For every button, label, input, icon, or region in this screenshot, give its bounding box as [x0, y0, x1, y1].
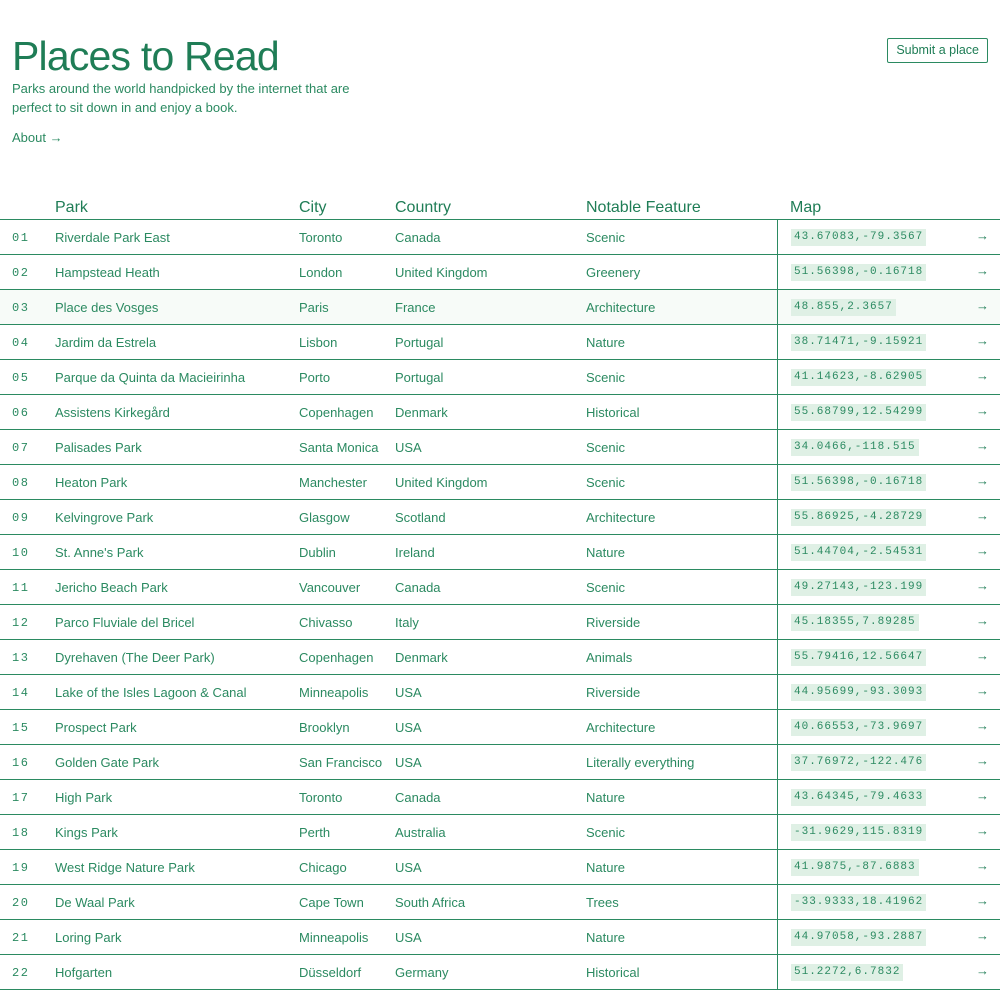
city-name: Perth: [299, 825, 331, 840]
open-map-arrow-icon[interactable]: →: [976, 963, 989, 978]
column-header-notable-feature[interactable]: Notable Feature: [586, 199, 701, 216]
park-name: Kings Park: [55, 825, 118, 840]
table-row[interactable]: [0, 395, 1000, 430]
open-map-arrow-icon[interactable]: →: [976, 403, 989, 418]
map-cell[interactable]: [777, 500, 1000, 534]
city-name: Copenhagen: [299, 650, 374, 665]
country-name: France: [395, 300, 436, 315]
map-cell[interactable]: [777, 220, 1000, 254]
map-cell[interactable]: [777, 325, 1000, 359]
row-number: 14: [12, 686, 30, 700]
country-name: Denmark: [395, 650, 448, 665]
park-name: Golden Gate Park: [55, 755, 160, 770]
row-number: 11: [12, 581, 30, 595]
city-name: Toronto: [299, 790, 343, 805]
coordinates-tag: 41.9875,-87.6883: [791, 859, 919, 876]
table-row[interactable]: [0, 535, 1000, 570]
table-row[interactable]: [0, 920, 1000, 955]
row-number: 18: [12, 826, 30, 840]
submit-place-button[interactable]: Submit a place: [887, 38, 988, 63]
open-map-arrow-icon[interactable]: →: [976, 578, 989, 593]
table-row[interactable]: [0, 675, 1000, 710]
map-cell[interactable]: [777, 780, 1000, 814]
country-name: United Kingdom: [395, 475, 488, 490]
page-title: Places to Read: [12, 33, 279, 79]
map-cell[interactable]: [777, 920, 1000, 954]
country-name: USA: [395, 755, 422, 770]
notable-feature: Nature: [586, 790, 626, 805]
table-row[interactable]: [0, 430, 1000, 465]
coordinates-tag: 43.64345,-79.4633: [791, 789, 926, 806]
park-name: Lake of the Isles Lagoon & Canal: [55, 685, 247, 700]
about-link[interactable]: About →: [12, 130, 63, 145]
open-map-arrow-icon[interactable]: →: [976, 613, 989, 628]
table-row[interactable]: [0, 500, 1000, 535]
map-cell[interactable]: [777, 885, 1000, 919]
page-header: [12, 34, 372, 147]
notable-feature: Nature: [586, 545, 626, 560]
row-number: 20: [12, 896, 30, 910]
park-name: De Waal Park: [55, 895, 135, 910]
parks-table: [0, 196, 1000, 990]
page-subtitle: Parks around the world handpicked by the internet that are perfect to sit down in and enjoy a book.: [12, 81, 350, 115]
open-map-arrow-icon[interactable]: →: [976, 753, 989, 768]
coordinates-tag: 38.71471,-9.15921: [791, 334, 926, 351]
city-name: Dublin: [299, 545, 336, 560]
notable-feature: Animals: [586, 650, 633, 665]
park-name: Place des Vosges: [55, 300, 159, 315]
coordinates-tag: 48.855,2.3657: [791, 299, 896, 316]
park-name: Parque da Quinta da Macieirinha: [55, 370, 246, 385]
park-name: Heaton Park: [55, 475, 128, 490]
map-cell[interactable]: [777, 605, 1000, 639]
city-name: Chicago: [299, 860, 347, 875]
park-name: Hampstead Heath: [55, 265, 160, 280]
open-map-arrow-icon[interactable]: →: [976, 298, 989, 313]
country-name: Scotland: [395, 510, 446, 525]
table-row[interactable]: [0, 465, 1000, 500]
table-row[interactable]: [0, 220, 1000, 255]
column-header-city[interactable]: City: [299, 199, 327, 216]
open-map-arrow-icon[interactable]: →: [976, 438, 989, 453]
notable-feature: Scenic: [586, 370, 626, 385]
park-name: Jericho Beach Park: [55, 580, 168, 595]
row-number: 19: [12, 861, 30, 875]
table-row[interactable]: [0, 745, 1000, 780]
city-name: Glasgow: [299, 510, 350, 525]
notable-feature: Scenic: [586, 230, 626, 245]
notable-feature: Scenic: [586, 825, 626, 840]
row-number: 10: [12, 546, 30, 560]
row-number: 04: [12, 336, 30, 350]
table-row[interactable]: [0, 955, 1000, 990]
table-row[interactable]: [0, 780, 1000, 815]
park-name: Loring Park: [55, 930, 122, 945]
row-number: 08: [12, 476, 30, 490]
table-row[interactable]: [0, 255, 1000, 290]
row-number: 05: [12, 371, 30, 385]
city-name: Düsseldorf: [299, 965, 362, 980]
country-name: Portugal: [395, 335, 444, 350]
map-cell[interactable]: [777, 360, 1000, 394]
city-name: San Francisco: [299, 755, 383, 770]
table-row[interactable]: [0, 605, 1000, 640]
row-number: 02: [12, 266, 30, 280]
coordinates-tag: 51.56398,-0.16718: [791, 474, 926, 491]
park-name: High Park: [55, 790, 113, 805]
city-name: Minneapolis: [299, 685, 369, 700]
coordinates-tag: 55.79416,12.56647: [791, 649, 926, 666]
notable-feature: Scenic: [586, 440, 626, 455]
coordinates-tag: 51.2272,6.7832: [791, 964, 903, 981]
notable-feature: Historical: [586, 405, 640, 420]
open-map-arrow-icon[interactable]: →: [976, 543, 989, 558]
coordinates-tag: 44.97058,-93.2887: [791, 929, 926, 946]
notable-feature: Literally everything: [586, 755, 695, 770]
city-name: London: [299, 265, 343, 280]
map-cell[interactable]: [777, 255, 1000, 289]
column-header-country[interactable]: Country: [395, 199, 452, 216]
country-name: Canada: [395, 790, 441, 805]
table-row[interactable]: [0, 640, 1000, 675]
notable-feature: Architecture: [586, 300, 656, 315]
coordinates-tag: 51.44704,-2.54531: [791, 544, 926, 561]
park-name: West Ridge Nature Park: [55, 860, 195, 875]
open-map-arrow-icon[interactable]: →: [976, 263, 989, 278]
table-row[interactable]: [0, 570, 1000, 605]
map-cell[interactable]: [777, 710, 1000, 744]
row-number: 12: [12, 616, 30, 630]
row-number: 21: [12, 931, 30, 945]
notable-feature: Nature: [586, 860, 626, 875]
column-header-park[interactable]: Park: [55, 199, 88, 216]
park-name: Prospect Park: [55, 720, 137, 735]
notable-feature: Greenery: [586, 265, 641, 280]
coordinates-tag: -31.9629,115.8319: [791, 824, 926, 841]
coordinates-tag: -33.9333,18.41962: [791, 894, 926, 911]
country-name: United Kingdom: [395, 265, 488, 280]
table-header: [0, 196, 1000, 220]
map-cell[interactable]: [777, 745, 1000, 779]
city-name: Paris: [299, 300, 329, 315]
coordinates-tag: 55.86925,-4.28729: [791, 509, 926, 526]
notable-feature: Trees: [586, 895, 619, 910]
country-name: Denmark: [395, 405, 448, 420]
park-name: Parco Fluviale del Bricel: [55, 615, 195, 630]
country-name: USA: [395, 720, 422, 735]
row-number: 03: [12, 301, 30, 315]
country-name: Canada: [395, 230, 441, 245]
open-map-arrow-icon[interactable]: →: [976, 508, 989, 523]
open-map-arrow-icon[interactable]: →: [976, 788, 989, 803]
country-name: USA: [395, 860, 422, 875]
row-number: 13: [12, 651, 30, 665]
map-cell[interactable]: [777, 290, 1000, 324]
park-name: Palisades Park: [55, 440, 142, 455]
table-row[interactable]: [0, 710, 1000, 745]
city-name: Toronto: [299, 230, 343, 245]
notable-feature: Scenic: [586, 475, 626, 490]
open-map-arrow-icon[interactable]: →: [976, 928, 989, 943]
row-number: 17: [12, 791, 30, 805]
country-name: USA: [395, 440, 422, 455]
country-name: Germany: [395, 965, 449, 980]
country-name: Italy: [395, 615, 419, 630]
city-name: Lisbon: [299, 335, 338, 350]
city-name: Santa Monica: [299, 440, 379, 455]
coordinates-tag: 45.18355,7.89285: [791, 614, 919, 631]
table-row[interactable]: [0, 360, 1000, 395]
coordinates-tag: 51.56398,-0.16718: [791, 264, 926, 281]
park-name: Dyrehaven (The Deer Park): [55, 650, 215, 665]
notable-feature: Architecture: [586, 720, 656, 735]
city-name: Porto: [299, 370, 331, 385]
coordinates-tag: 43.67083,-79.3567: [791, 229, 926, 246]
open-map-arrow-icon[interactable]: →: [976, 473, 989, 488]
row-number: 22: [12, 966, 30, 980]
city-name: Minneapolis: [299, 930, 369, 945]
table-row[interactable]: [0, 325, 1000, 360]
city-name: Brooklyn: [299, 720, 350, 735]
notable-feature: Historical: [586, 965, 640, 980]
open-map-arrow-icon[interactable]: →: [976, 858, 989, 873]
notable-feature: Nature: [586, 930, 626, 945]
map-cell[interactable]: [777, 395, 1000, 429]
city-name: Copenhagen: [299, 405, 374, 420]
notable-feature: Riverside: [586, 685, 641, 700]
coordinates-tag: 40.66553,-73.9697: [791, 719, 926, 736]
coordinates-tag: 37.76972,-122.476: [791, 754, 926, 771]
coordinates-tag: 34.0466,-118.515: [791, 439, 919, 456]
coordinates-tag: 41.14623,-8.62905: [791, 369, 926, 386]
city-name: Cape Town: [299, 895, 364, 910]
notable-feature: Architecture: [586, 510, 656, 525]
map-cell[interactable]: [777, 675, 1000, 709]
table-body: [0, 220, 1000, 990]
country-name: USA: [395, 930, 422, 945]
map-cell[interactable]: [777, 570, 1000, 604]
coordinates-tag: 55.68799,12.54299: [791, 404, 926, 421]
table-row[interactable]: [0, 815, 1000, 850]
notable-feature: Scenic: [586, 580, 626, 595]
map-cell[interactable]: [777, 465, 1000, 499]
map-cell[interactable]: [777, 640, 1000, 674]
row-number: 01: [12, 231, 30, 245]
open-map-arrow-icon[interactable]: →: [976, 368, 989, 383]
open-map-arrow-icon[interactable]: →: [976, 718, 989, 733]
row-number: 06: [12, 406, 30, 420]
open-map-arrow-icon[interactable]: →: [976, 823, 989, 838]
notable-feature: Riverside: [586, 615, 641, 630]
table-row[interactable]: [0, 290, 1000, 325]
open-map-arrow-icon[interactable]: →: [976, 648, 989, 663]
country-name: Ireland: [395, 545, 435, 560]
open-map-arrow-icon[interactable]: →: [976, 683, 989, 698]
map-cell[interactable]: [777, 955, 1000, 989]
open-map-arrow-icon[interactable]: →: [976, 893, 989, 908]
map-cell[interactable]: [777, 430, 1000, 464]
country-name: Australia: [395, 825, 446, 840]
park-name: Riverdale Park East: [55, 230, 170, 245]
row-number: 15: [12, 721, 30, 735]
park-name: Jardim da Estrela: [55, 335, 157, 350]
map-cell[interactable]: [777, 535, 1000, 569]
row-number: 16: [12, 756, 30, 770]
coordinates-tag: 49.27143,-123.199: [791, 579, 926, 596]
row-number: 07: [12, 441, 30, 455]
park-name: St. Anne's Park: [55, 545, 144, 560]
open-map-arrow-icon[interactable]: →: [976, 333, 989, 348]
park-name: Hofgarten: [55, 965, 113, 980]
city-name: Chivasso: [299, 615, 353, 630]
row-number: 09: [12, 511, 30, 525]
country-name: USA: [395, 685, 422, 700]
open-map-arrow-icon[interactable]: →: [976, 228, 989, 243]
map-cell[interactable]: [777, 850, 1000, 884]
country-name: Canada: [395, 580, 441, 595]
city-name: Vancouver: [299, 580, 361, 595]
park-name: Kelvingrove Park: [55, 510, 154, 525]
table-row[interactable]: [0, 885, 1000, 920]
city-name: Manchester: [299, 475, 367, 490]
coordinates-tag: 44.95699,-93.3093: [791, 684, 926, 701]
country-name: Portugal: [395, 370, 444, 385]
table-row[interactable]: [0, 850, 1000, 885]
map-cell[interactable]: [777, 815, 1000, 849]
country-name: South Africa: [395, 895, 466, 910]
park-name: Assistens Kirkegård: [55, 405, 170, 420]
column-header-map[interactable]: Map: [790, 199, 822, 216]
notable-feature: Nature: [586, 335, 626, 350]
